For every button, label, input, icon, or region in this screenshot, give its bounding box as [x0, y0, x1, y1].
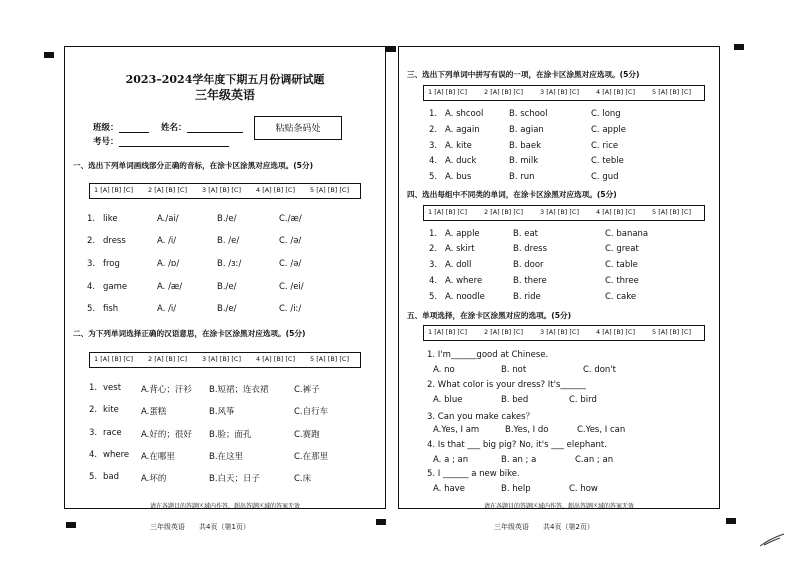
option-c: C.裤子: [294, 385, 320, 395]
option-b: B./e/: [217, 214, 237, 224]
exam-page-1: [64, 46, 386, 509]
name-field: [161, 121, 243, 133]
answer-choice[interactable]: 3 [A] [B] [C]: [540, 328, 579, 336]
answer-choice[interactable]: 3 [A] [B] [C]: [202, 355, 241, 363]
answer-choice[interactable]: 5 [A] [B] [C]: [652, 88, 691, 96]
option-b: B. ride: [513, 292, 541, 302]
question-number: 2.: [429, 125, 438, 135]
option-a: A. skirt: [445, 244, 475, 254]
question-number: 2.: [89, 405, 98, 415]
option-a: A.在哪里: [141, 452, 175, 462]
registration-mark: [66, 522, 76, 528]
section-5-heading: 五、单项选择，在涂卡区涂黑对应的选项。(5分): [407, 311, 572, 320]
question-number: 1.: [429, 109, 438, 119]
mcq-question: 1. I'm______good at Chinese.: [427, 350, 549, 360]
option-c: C. teble: [591, 156, 624, 166]
option-c: C. three: [605, 276, 639, 286]
option-b: B. /ɜː/: [217, 259, 242, 269]
mcq-question: 3. Can you make cakes？: [427, 412, 535, 422]
question-word: like: [103, 214, 118, 224]
question-number: 3.: [429, 260, 438, 270]
class-field: [93, 121, 149, 133]
option-b: B. agian: [509, 125, 544, 135]
option-b: B.在这里: [209, 452, 244, 462]
option-a: A. /i/: [157, 304, 177, 314]
option-a: A. bus: [445, 172, 472, 182]
answer-choice[interactable]: 5 [A] [B] [C]: [310, 355, 349, 363]
question-word: kite: [103, 405, 119, 415]
option-c: C. table: [605, 260, 638, 270]
option-c: C. /ə/: [279, 236, 302, 246]
answer-choice[interactable]: 1 [A] [B] [C]: [428, 208, 467, 216]
answer-choice[interactable]: 2 [A] [B] [C]: [484, 208, 523, 216]
option-b: B. there: [513, 276, 547, 286]
option-c: C. /iː/: [279, 304, 302, 314]
option-b: B. not: [501, 365, 527, 375]
question-word: dress: [103, 236, 126, 246]
answer-choice[interactable]: 2 [A] [B] [C]: [148, 355, 187, 363]
option-a: A. /ɒ/: [157, 259, 180, 269]
option-a: A. blue: [433, 395, 463, 405]
registration-mark: [376, 519, 386, 525]
answer-choice[interactable]: 5 [A] [B] [C]: [652, 328, 691, 336]
class-blank: [119, 123, 149, 133]
option-b: B.Yes, I do: [505, 425, 549, 435]
option-b: B. an ; a: [501, 455, 537, 465]
answer-choice[interactable]: 3 [A] [B] [C]: [540, 208, 579, 216]
page-footer: 三年级英语 共4页（第1页）: [150, 523, 250, 531]
option-b: B. help: [501, 484, 531, 494]
option-a: A.Yes, I am: [433, 425, 480, 435]
question-word: where: [103, 450, 130, 460]
page-footer: 三年级英语 共4页（第2页）: [494, 523, 594, 531]
answer-choice[interactable]: 2 [A] [B] [C]: [484, 328, 523, 336]
option-c: C. banana: [605, 229, 649, 239]
option-c: C.an ; an: [575, 455, 614, 465]
section-1-heading: 一、选出下列单词画线部分正确的音标，在涂卡区涂黑对应选项。(5分): [73, 161, 314, 170]
answer-choice[interactable]: 2 [A] [B] [C]: [148, 186, 187, 194]
answer-choice[interactable]: 1 [A] [B] [C]: [94, 355, 133, 363]
question-number: 3.: [89, 428, 98, 438]
option-b: B. eat: [513, 229, 539, 239]
question-number: 4.: [89, 450, 98, 460]
option-b: B. milk: [509, 156, 539, 166]
option-a: A. where: [445, 276, 483, 286]
option-a: A. duck: [445, 156, 477, 166]
question-number: 5.: [429, 172, 438, 182]
question-number: 1.: [89, 383, 98, 393]
option-c: C.在那里: [294, 452, 329, 462]
registration-mark: [44, 52, 54, 58]
option-a: A. a ; an: [433, 455, 469, 465]
question-number: 5.: [429, 292, 438, 302]
barcode-area: 粘贴条码处: [254, 116, 342, 140]
option-c: C. /ei/: [279, 282, 304, 292]
answer-choice[interactable]: 4 [A] [B] [C]: [596, 328, 635, 336]
answer-area-note: 请在各题目的答题区域内作答，超出答题区域的答案无效: [483, 503, 634, 510]
option-b: B. run: [509, 172, 535, 182]
option-b: B. school: [509, 109, 548, 119]
option-c: C. cake: [605, 292, 637, 302]
section-4-heading: 四、选出每组中不同类的单词，在涂卡区涂黑对应选项。(5分): [407, 190, 617, 199]
question-number: 4.: [87, 282, 96, 292]
exam-no-field: [93, 135, 229, 147]
question-word: race: [103, 428, 122, 438]
answer-row-5[interactable]: [423, 325, 705, 341]
option-c: C. gud: [591, 172, 619, 182]
question-number: 1.: [429, 229, 438, 239]
option-b: B.短裙；连衣裙: [209, 385, 269, 395]
option-a: A. noodle: [445, 292, 485, 302]
option-c: C./æ/: [279, 214, 302, 224]
name-blank: [187, 123, 243, 133]
question-number: 5.: [89, 472, 98, 482]
answer-choice[interactable]: 1 [A] [B] [C]: [428, 328, 467, 336]
pen-scribble: [758, 532, 788, 548]
question-word: game: [103, 282, 128, 292]
question-number: 4.: [429, 276, 438, 286]
registration-mark: [726, 518, 736, 524]
option-a: A. /æ/: [157, 282, 183, 292]
mcq-question: 2. What color is your dress? It's______: [427, 380, 586, 390]
question-word: bad: [103, 472, 119, 482]
section-3-heading: 三、选出下列单词中拼写有误的一项，在涂卡区涂黑对应选项。(5分): [407, 70, 640, 79]
option-a: A. apple: [445, 229, 480, 239]
option-c: C. great: [605, 244, 639, 254]
answer-row-2[interactable]: [89, 352, 361, 368]
question-number: 2.: [429, 244, 438, 254]
option-c: C. long: [591, 109, 621, 119]
exam-page-2: [398, 46, 720, 509]
answer-row-4[interactable]: [423, 205, 705, 221]
question-number: 1.: [87, 214, 96, 224]
option-a: A./ai/: [157, 214, 179, 224]
option-a: A. shcool: [445, 109, 484, 119]
option-c: C. apple: [591, 125, 626, 135]
answer-choice[interactable]: 1 [A] [B] [C]: [428, 88, 467, 96]
mcq-question: 5. I ______ a new bike.: [427, 469, 520, 479]
question-number: 3.: [87, 259, 96, 269]
answer-choice[interactable]: 5 [A] [B] [C]: [652, 208, 691, 216]
question-word: fish: [103, 304, 119, 314]
question-number: 4.: [429, 156, 438, 166]
option-a: A. no: [433, 365, 455, 375]
question-number: 5.: [87, 304, 96, 314]
option-c: C. rice: [591, 141, 619, 151]
option-c: C. /ə/: [279, 259, 302, 269]
option-a: A. have: [433, 484, 465, 494]
answer-area-note: 请在各题目的答题区域内作答，超出答题区域的答案无效: [149, 503, 300, 510]
option-c: C. bird: [569, 395, 597, 405]
option-a: A.蛋糕: [141, 407, 167, 417]
answer-choice[interactable]: 4 [A] [B] [C]: [256, 355, 295, 363]
exam-title: 2023–2024学年度下期五月份调研试题: [125, 73, 325, 86]
question-word: vest: [103, 383, 122, 393]
question-number: 3.: [429, 141, 438, 151]
question-number: 2.: [87, 236, 96, 246]
option-a: A. again: [445, 125, 480, 135]
answer-choice[interactable]: 4 [A] [B] [C]: [256, 186, 295, 194]
registration-mark: [386, 46, 396, 52]
option-c: C.Yes, I can: [577, 425, 626, 435]
option-a: A.背心；汗衫: [141, 385, 192, 395]
option-b: B. baek: [509, 141, 541, 151]
option-b: B.白天；日子: [209, 474, 261, 484]
option-c: C.赛跑: [294, 430, 320, 440]
exam-no-blank: [119, 137, 229, 147]
answer-choice[interactable]: 3 [A] [B] [C]: [540, 88, 579, 96]
answer-choice[interactable]: 1 [A] [B] [C]: [94, 186, 133, 194]
answer-choice[interactable]: 3 [A] [B] [C]: [202, 186, 241, 194]
answer-choice[interactable]: 5 [A] [B] [C]: [310, 186, 349, 194]
class-label: 班级：: [93, 123, 119, 133]
option-b: B.风筝: [209, 407, 235, 417]
answer-choice[interactable]: 4 [A] [B] [C]: [596, 208, 635, 216]
exam-subtitle: 三年级英语: [194, 88, 255, 102]
option-b: B. dress: [513, 244, 548, 254]
exam-no-label: 考号：: [93, 137, 119, 147]
option-b: B. door: [513, 260, 544, 270]
option-b: B./e/: [217, 282, 237, 292]
option-c: C.床: [294, 474, 312, 484]
option-b: B. bed: [501, 395, 529, 405]
option-c: C. don't: [583, 365, 616, 375]
section-2-heading: 二、为下列单词选择正确的汉语意思，在涂卡区涂黑对应选项。(5分): [73, 329, 306, 338]
registration-mark: [734, 44, 744, 50]
question-word: frog: [103, 259, 120, 269]
option-a: A.坏的: [141, 474, 167, 484]
answer-row-1[interactable]: [89, 183, 361, 199]
option-a: A.好的；很好: [141, 430, 192, 440]
option-a: A. doll: [445, 260, 472, 270]
answer-choice[interactable]: 4 [A] [B] [C]: [596, 88, 635, 96]
option-c: C.自行车: [294, 407, 329, 417]
option-c: C. how: [569, 484, 598, 494]
option-a: A. kite: [445, 141, 472, 151]
answer-row-3[interactable]: [423, 85, 705, 101]
option-b: B./e/: [217, 304, 237, 314]
name-label: 姓名：: [161, 123, 187, 133]
option-b: B.脸；面孔: [209, 430, 252, 440]
answer-choice[interactable]: 2 [A] [B] [C]: [484, 88, 523, 96]
option-b: B. /e/: [217, 236, 240, 246]
option-a: A. /i/: [157, 236, 177, 246]
mcq-question: 4. Is that ___ big pig? No, it's ___ elephant.: [427, 440, 607, 450]
